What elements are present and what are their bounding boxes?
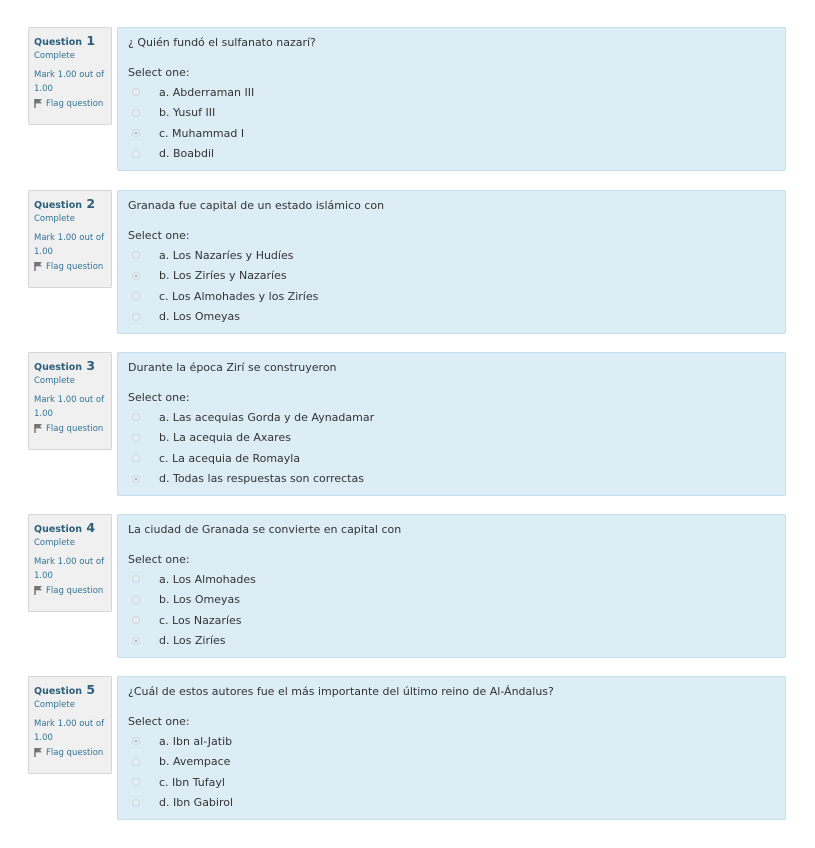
question-label: Question (34, 200, 83, 211)
question-1 (28, 27, 788, 173)
question-4 (28, 514, 788, 660)
question-grade: Mark 1.00 out of 1.00 (34, 70, 105, 94)
answer-option[interactable] (128, 286, 775, 307)
answer-option[interactable] (128, 631, 775, 652)
radio-icon[interactable] (132, 292, 140, 300)
answer-option[interactable] (128, 793, 775, 814)
answer-option[interactable] (128, 123, 775, 144)
question-state: Complete (34, 538, 75, 548)
answer-option-label: d. Todas las respuestas son correctas (159, 472, 364, 486)
answer-option-label: b. Avempace (159, 755, 231, 769)
answer-option-label: c. Los Nazaríes (159, 613, 242, 627)
answer-option-label: d. Ibn Gabirol (159, 796, 234, 810)
radio-icon[interactable] (132, 637, 140, 645)
question-info (28, 27, 112, 125)
radio-icon[interactable] (132, 475, 140, 483)
radio-icon[interactable] (132, 596, 140, 604)
answer-option-label: d. Boabdil (159, 147, 215, 161)
question-state: Complete (34, 214, 75, 224)
flag-icon (34, 585, 43, 595)
answer-option-label: c. Los Almohades y los Ziríes (159, 289, 319, 303)
answer-option-label: c. La acequia de Romayla (159, 451, 301, 465)
question-content (117, 27, 786, 171)
question-label: Question (34, 524, 83, 535)
flag-question-label: Flag question (46, 586, 104, 596)
question-info (28, 514, 112, 612)
answer-options (128, 245, 775, 327)
radio-icon[interactable] (132, 251, 140, 259)
question-number (34, 197, 106, 213)
answer-option[interactable] (128, 752, 775, 773)
question-label: Question (34, 362, 83, 373)
radio-icon[interactable] (132, 413, 140, 421)
question-info (28, 190, 112, 288)
radio-icon[interactable] (132, 737, 140, 745)
answer-option-label: c. Muhammad I (159, 126, 245, 140)
flag-question-link[interactable] (34, 585, 106, 597)
question-label: Question (34, 686, 83, 697)
question-number-value: 2 (86, 196, 96, 211)
answer-prompt: Select one: (128, 715, 190, 728)
question-5 (28, 676, 788, 822)
question-text: ¿Cuál de estos autores fue el más importante del último reino de Al-Ándalus? (128, 685, 554, 698)
question-state: Complete (34, 51, 75, 61)
question-number (34, 34, 106, 50)
flag-icon (34, 98, 43, 108)
radio-icon[interactable] (132, 88, 140, 96)
flag-question-link[interactable] (34, 747, 106, 759)
answer-option[interactable] (128, 610, 775, 631)
radio-icon[interactable] (132, 454, 140, 462)
question-number-value: 3 (86, 358, 96, 373)
answer-option[interactable] (128, 448, 775, 469)
flag-icon (34, 423, 43, 433)
question-grade: Mark 1.00 out of 1.00 (34, 557, 105, 581)
answer-option[interactable] (128, 266, 775, 287)
radio-icon[interactable] (132, 575, 140, 583)
answer-option-label: b. Los Omeyas (159, 593, 240, 607)
answer-options (128, 569, 775, 651)
answer-option[interactable] (128, 731, 775, 752)
question-3 (28, 352, 788, 498)
flag-question-link[interactable] (34, 261, 106, 273)
answer-option-label: c. Ibn Tufayl (159, 775, 225, 789)
flag-question-label: Flag question (46, 748, 104, 758)
flag-icon (34, 261, 43, 271)
answer-options (128, 82, 775, 164)
answer-prompt: Select one: (128, 391, 190, 404)
answer-option[interactable] (128, 245, 775, 266)
question-number (34, 359, 106, 375)
radio-icon[interactable] (132, 778, 140, 786)
flag-question-link[interactable] (34, 98, 106, 110)
answer-option-label: a. Los Almohades (159, 572, 256, 586)
answer-option[interactable] (128, 469, 775, 490)
question-text: La ciudad de Granada se convierte en capital con (128, 523, 402, 536)
question-content (117, 190, 786, 334)
answer-option-label: a. Ibn al-Jatib (159, 734, 233, 748)
answer-option-label: d. Los Omeyas (159, 310, 240, 324)
question-text: Granada fue capital de un estado islámico con (128, 199, 385, 212)
question-number-value: 1 (86, 33, 96, 48)
question-state: Complete (34, 700, 75, 710)
radio-icon[interactable] (132, 129, 140, 137)
question-text: Durante la época Zirí se construyeron (128, 361, 337, 374)
question-2 (28, 190, 788, 336)
answer-option-label: d. Los Ziríes (159, 634, 226, 648)
radio-icon[interactable] (132, 313, 140, 321)
answer-option-label: a. Las acequias Gorda y de Aynadamar (159, 410, 375, 424)
answer-option-label: a. Los Nazaríes y Hudíes (159, 248, 294, 262)
question-number-value: 4 (86, 520, 96, 535)
question-text: ¿ Quién fundó el sulfanato nazarí? (128, 36, 316, 49)
radio-icon[interactable] (132, 758, 140, 766)
question-grade: Mark 1.00 out of 1.00 (34, 233, 105, 257)
radio-icon[interactable] (132, 799, 140, 807)
answer-prompt: Select one: (128, 553, 190, 566)
flag-icon (34, 747, 43, 757)
radio-icon[interactable] (132, 109, 140, 117)
question-content (117, 352, 786, 496)
answer-option[interactable] (128, 428, 775, 449)
answer-option[interactable] (128, 407, 775, 428)
radio-icon[interactable] (132, 616, 140, 624)
question-content (117, 676, 786, 820)
question-grade: Mark 1.00 out of 1.00 (34, 395, 105, 419)
flag-question-label: Flag question (46, 262, 104, 272)
question-info (28, 352, 112, 450)
answer-option-label: b. Los Ziríes y Nazaríes (159, 269, 287, 283)
answer-option[interactable] (128, 144, 775, 165)
answer-options (128, 407, 775, 489)
radio-icon[interactable] (132, 272, 140, 280)
flag-question-label: Flag question (46, 424, 104, 434)
answer-option[interactable] (128, 307, 775, 328)
answer-option[interactable] (128, 590, 775, 611)
answer-option[interactable] (128, 569, 775, 590)
answer-options (128, 731, 775, 813)
question-grade: Mark 1.00 out of 1.00 (34, 719, 105, 743)
answer-option[interactable] (128, 772, 775, 793)
radio-icon[interactable] (132, 434, 140, 442)
answer-option-label: b. Yusuf III (159, 106, 216, 120)
question-number-value: 5 (86, 682, 96, 697)
answer-prompt: Select one: (128, 66, 190, 79)
radio-icon[interactable] (132, 150, 140, 158)
answer-option-label: b. La acequia de Axares (159, 431, 291, 445)
answer-option-label: a. Abderraman III (159, 85, 255, 99)
question-info (28, 676, 112, 774)
question-content (117, 514, 786, 658)
question-number (34, 683, 106, 699)
question-label: Question (34, 37, 83, 48)
question-number (34, 521, 106, 537)
flag-question-link[interactable] (34, 423, 106, 435)
flag-question-label: Flag question (46, 99, 104, 109)
answer-option[interactable] (128, 82, 775, 103)
answer-prompt: Select one: (128, 229, 190, 242)
answer-option[interactable] (128, 103, 775, 124)
question-state: Complete (34, 376, 75, 386)
